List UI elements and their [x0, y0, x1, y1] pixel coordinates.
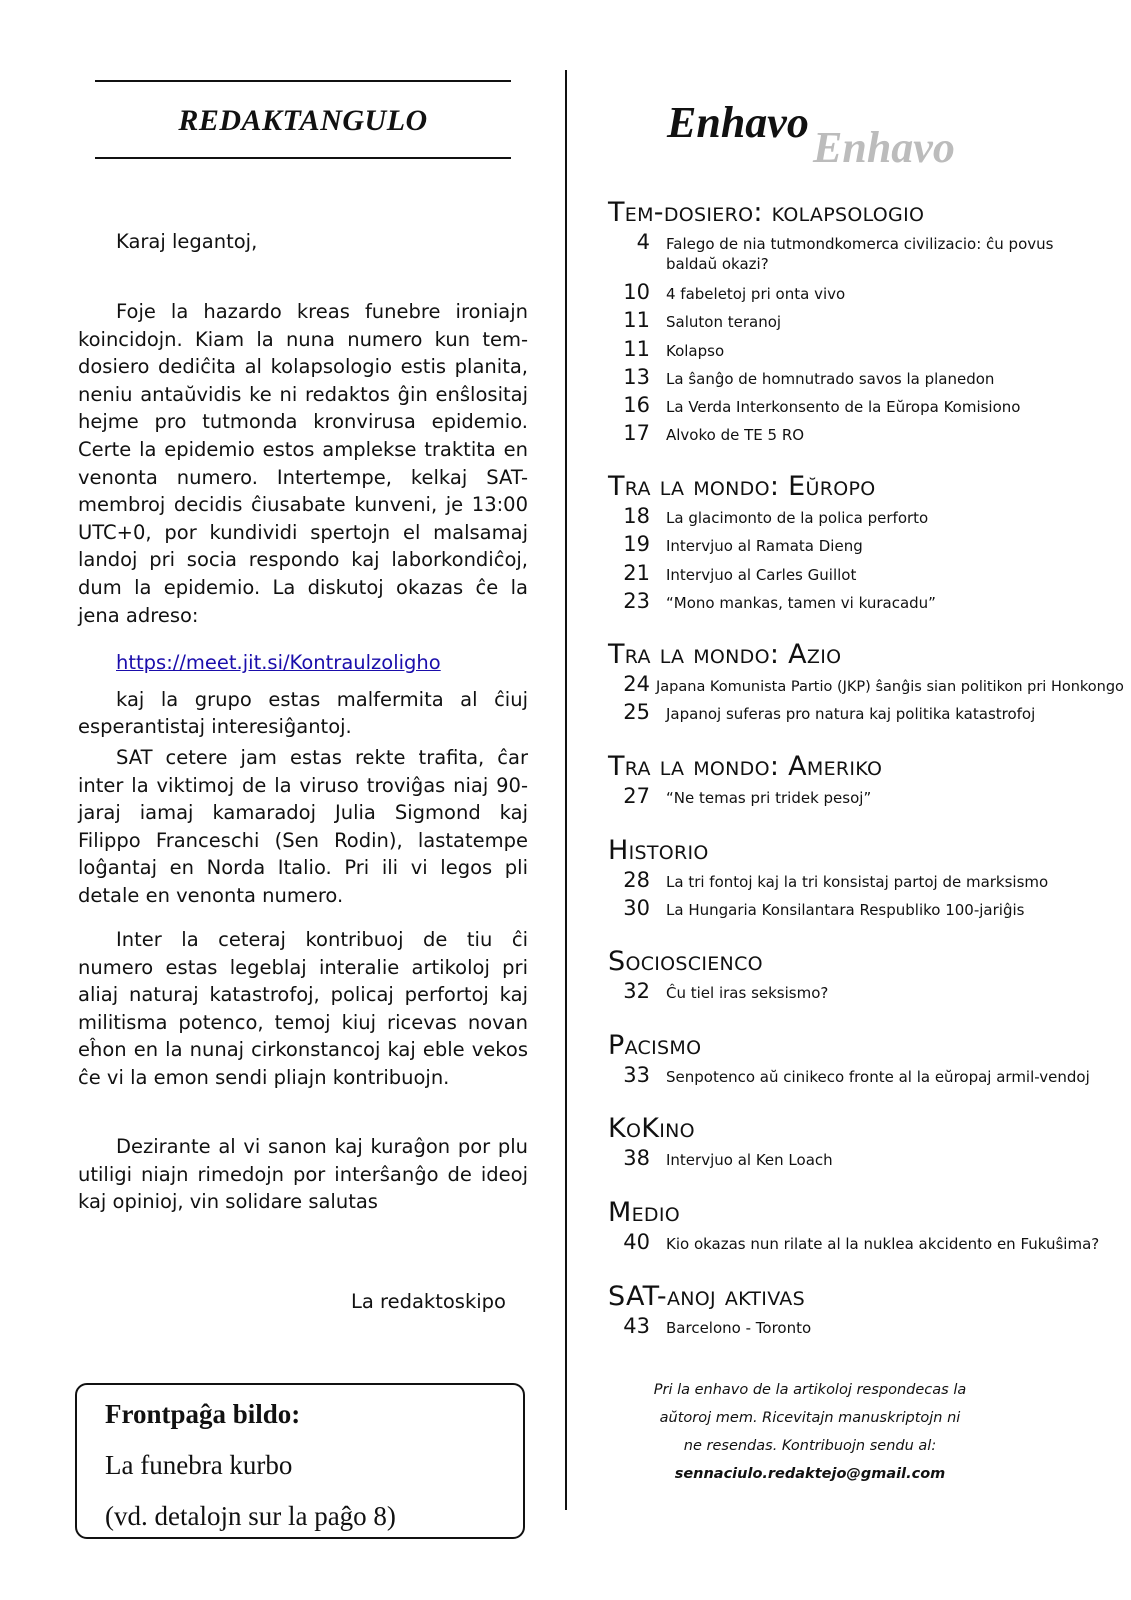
- toc-entry[interactable]: [606, 589, 1126, 617]
- toc-entry-title: 4 fabeletoj pri onta vivo: [666, 285, 846, 303]
- toc-entry-title: La ŝanĝo de homnutrado savos la planedon: [666, 369, 995, 388]
- contact-email: sennaciulo.redaktejo@gmail.com: [674, 1466, 946, 1482]
- paragraph-4-text: Dezirante al vi sanon kaj kuraĝon por plu utiligi niajn rimedojn por interŝanĝo de ideoj kaj opinioj, vin solidare salutas: [78, 1135, 528, 1214]
- toc-entry[interactable]: [606, 1230, 1126, 1258]
- toc-entry[interactable]: [606, 561, 1126, 589]
- toc-entry-title: Japanoj suferas pro natura kaj politika katastrofoj: [666, 705, 1036, 724]
- toc-page-number: 16: [623, 393, 650, 418]
- toc-page-number: 27: [623, 784, 650, 808]
- toc-entry[interactable]: [606, 896, 1126, 924]
- toc-page-number: 4: [636, 230, 650, 254]
- toc-section: [606, 834, 1126, 925]
- column-divider: [565, 70, 567, 1510]
- toc-entry[interactable]: [606, 672, 1126, 700]
- paragraph-2-text: SAT cetere jam estas rekte trafita, ĉar inter la viktimoj de la viruso troviĝas niaj 90-jaraj iamaj kamaradoj Julia Sigmond kaj Filippo Franceschi (Sen Rodin), lastatempe loĝantaj en Norda Italio. Pri ili vi legos pli detale en venonta numero.: [78, 746, 528, 907]
- toc-section-heading: Medio: [608, 1197, 680, 1228]
- toc-section-heading: Historio: [608, 835, 709, 866]
- toc-entry-title: “Mono mankas, tamen vi kuracadu”: [666, 593, 936, 612]
- toc-entry[interactable]: [606, 280, 1126, 308]
- toc-section: [606, 1112, 1126, 1174]
- paragraph-3-text: Inter la ceteraj kontribuoj de tiu ĉi numero estas legeblaj interalie artikoloj pri aliaj naturaj katastrofoj, policaj perfortoj kaj militisma potenco, temoj kiuj ricevas novan eĥon en la nunaj cirkonstancoj kaj eble vekos ĉe vi la emon sendi pliajn kontribuojn.: [78, 928, 528, 1089]
- toc-page-number: 40: [623, 1230, 650, 1254]
- toc-entry[interactable]: [606, 308, 1126, 336]
- cover-image-title: La funebra kurbo: [105, 1450, 293, 1480]
- toc-entry[interactable]: [606, 868, 1126, 896]
- cover-image-box: [75, 1383, 525, 1539]
- toc-entry[interactable]: [606, 1314, 1126, 1342]
- toc-page-number: 21: [623, 560, 650, 585]
- toc-entry[interactable]: [606, 393, 1126, 421]
- toc-entry-title: Ĉu tiel iras seksismo?: [666, 984, 829, 1002]
- toc-entry-title: La glacimonto de la polica perforto: [666, 509, 929, 527]
- contents-title: Enhavo: [667, 98, 809, 147]
- toc-page-number: 10: [623, 280, 650, 304]
- toc-page-number: 33: [623, 1063, 650, 1087]
- toc-entry[interactable]: [606, 979, 1126, 1007]
- toc-entry[interactable]: [606, 700, 1126, 728]
- editorial-column: [78, 0, 528, 1600]
- greeting: [78, 228, 528, 256]
- toc-entry-title: Kio okazas nun rilate al la nuklea akcidento en Fukuŝima?: [666, 1235, 1100, 1253]
- toc-section-heading: KoKino: [608, 1113, 695, 1144]
- toc-section: [606, 638, 1126, 729]
- toc-entry-title: Intervjuo al Ken Loach: [666, 1151, 833, 1169]
- toc-section-heading: SAT-anoj aktivas: [608, 1281, 805, 1312]
- toc-entry-title: Saluton teranoj: [666, 313, 782, 332]
- toc-page-number: 38: [623, 1146, 650, 1170]
- toc-entry[interactable]: [606, 365, 1126, 393]
- toc-page-number: 18: [623, 504, 650, 528]
- toc-entry[interactable]: [606, 1146, 1126, 1174]
- paragraph-4: [78, 1133, 528, 1216]
- editorial-title: REDAKTANGULO: [178, 104, 428, 137]
- toc-page-number: 13: [623, 364, 650, 389]
- cover-image-ref: (vd. detalojn sur la paĝo 8): [105, 1501, 396, 1531]
- toc-entry-title: Japana Komunista Partio (JKP) ŝanĝis sian politikon pri Honkongo: [656, 679, 1124, 695]
- toc-entry-title: “Ne temas pri tridek pesoj”: [666, 789, 872, 807]
- toc-section-heading: Pacismo: [608, 1030, 702, 1061]
- toc-page-number: 43: [623, 1314, 650, 1338]
- toc-section-heading: Tra la mondo: Ameriko: [608, 751, 883, 782]
- toc-section-heading: Tra la mondo: Azio: [608, 639, 842, 670]
- toc-page-number: 19: [623, 532, 650, 557]
- toc-section-heading: Tra la mondo: Eŭropo: [608, 471, 876, 502]
- note-text: Pri la enhavo de la artikoloj respondecas la aŭtoroj mem. Ricevitajn manuskriptojn ni ne resendas. Kontribuojn sendu al:: [653, 1382, 967, 1454]
- toc-entry[interactable]: [606, 421, 1126, 449]
- signature: La redaktoskipo: [351, 1290, 506, 1313]
- title-rule-bottom: [95, 157, 511, 159]
- paragraph-1: [78, 298, 528, 741]
- editorial-note: [650, 1376, 970, 1488]
- meeting-link[interactable]: https://meet.jit.si/Kontraulzoligho: [116, 651, 441, 675]
- toc-page-number: 17: [623, 421, 650, 446]
- toc-page-number: 11: [623, 336, 650, 361]
- toc-section: [606, 470, 1126, 617]
- cover-image-heading: Frontpaĝa bildo:: [105, 1399, 301, 1429]
- paragraph-1-text: Foje la hazardo kreas funebre ironiajn koincidojn. Kiam la nuna numero kun tem-dosiero dediĉita al kolapsologio estis planita, neniu antaŭvidis ke ni redaktos ĝin enŝlositaj hejme pro tutmonda kronvirusa epidemio. Certe la epidemio estos amplekse traktita en venonta numero. Intertempe, kelkaj SAT-membroj decidis ĉiusabate kunveni, je 13:00 UTC+0, por kundividi spertojn el malsamaj landoj pri socia respondo kaj laborkondiĉoj, dum la epidemio. La diskutoj okazas ĉe la jena adreso:: [78, 300, 528, 627]
- toc-entry-title: La Hungaria Konsilantara Respubliko 100-jariĝis: [666, 901, 1025, 920]
- toc-section-heading: Sociosciencо: [608, 946, 763, 977]
- toc-entry-title: Intervjuo al Ramata Dieng: [666, 537, 863, 556]
- toc-page-number: 32: [623, 979, 650, 1003]
- title-rule-top: [95, 80, 511, 82]
- toc-section: [606, 196, 1126, 450]
- toc-entry[interactable]: [606, 532, 1126, 560]
- toc-section: [606, 1029, 1126, 1091]
- contents-title-shadow: Enhavo: [813, 123, 955, 172]
- toc-entry-title: Alvoko de TE 5 RO: [666, 426, 805, 445]
- toc-entry[interactable]: [606, 230, 1126, 274]
- paragraph-2: [78, 744, 528, 910]
- toc-entry[interactable]: [606, 784, 1126, 812]
- toc-entry[interactable]: [606, 1063, 1126, 1091]
- toc-page-number: 30: [623, 896, 650, 921]
- paragraph-3: [78, 926, 528, 1092]
- toc-page-number: 24: [623, 672, 650, 696]
- toc-page-number: 25: [623, 700, 650, 725]
- toc-entry-title: Senpotenco aŭ cinikeco fronte al la eŭropaj armil-vendoj: [666, 1068, 1090, 1086]
- toc-entry-title: Intervjuo al Carles Guillot: [666, 565, 857, 584]
- toc-page-number: 11: [623, 308, 650, 333]
- toc-section: [606, 1280, 1126, 1342]
- greeting-text: Karaj legantoj,: [116, 230, 258, 253]
- toc-entry[interactable]: [606, 337, 1126, 365]
- toc-section: [606, 750, 1126, 812]
- toc-section: [606, 945, 1126, 1007]
- toc-section-heading: Tem-dosiero: kolapsologio: [608, 197, 925, 228]
- toc-entry-title: Falego de nia tutmondkomerca civilizacio: ĉu povus baldaŭ okazi?: [666, 235, 1054, 273]
- paragraph-1b-text: kaj la grupo estas malfermita al ĉiuj esperantistaj interesiĝantoj.: [78, 687, 528, 739]
- toc-page-number: 23: [623, 588, 650, 613]
- toc-entry[interactable]: [606, 504, 1126, 532]
- toc-section: [606, 1196, 1126, 1258]
- toc-page-number: 28: [623, 868, 650, 892]
- toc-entry-title: La Verda Interkonsento de la Eŭropa Komisiono: [666, 398, 1021, 417]
- toc-entry-title: La tri fontoj kaj la tri konsistaj partoj de marksismo: [666, 873, 1049, 891]
- toc-entry-title: Barcelono - Toronto: [666, 1319, 812, 1337]
- toc-entry-title: Kolapso: [666, 341, 725, 360]
